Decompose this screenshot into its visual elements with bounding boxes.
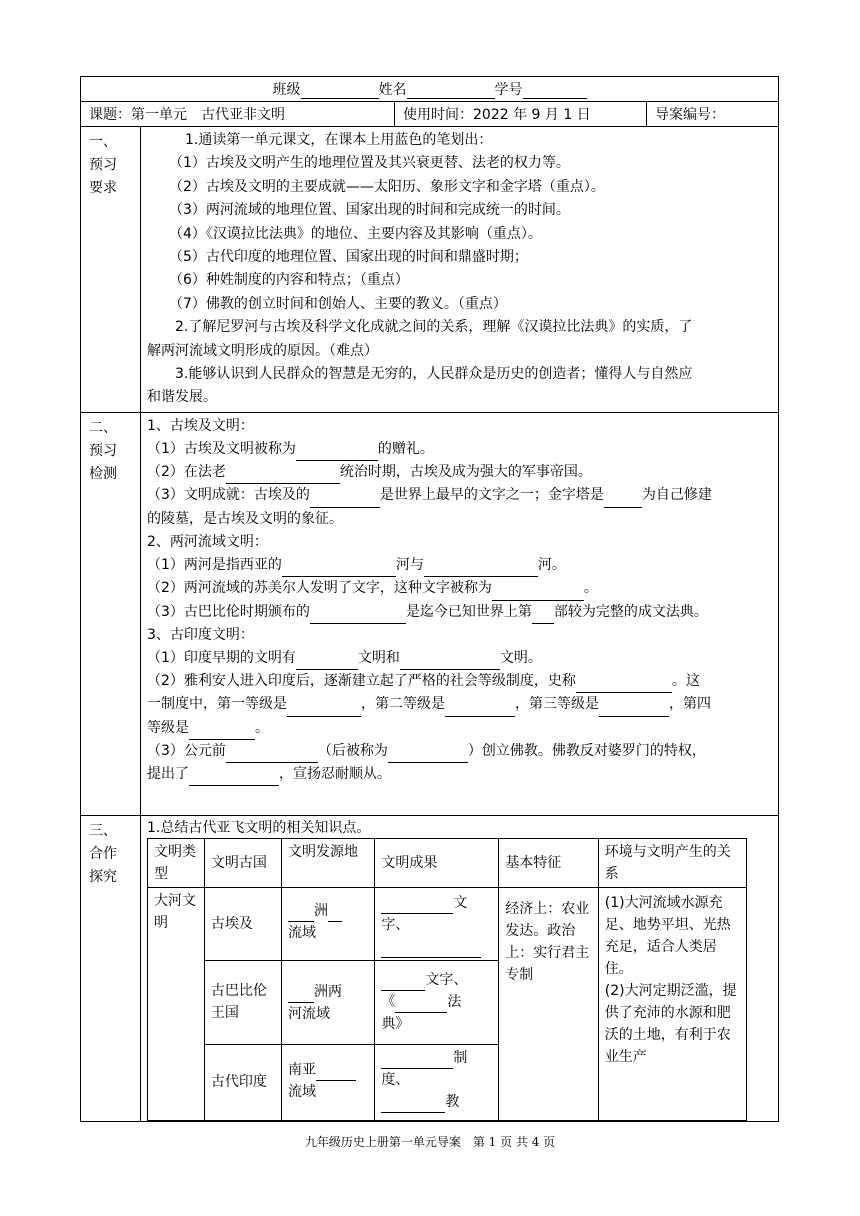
q-text: 。 [583, 580, 598, 597]
q-text: （3）古巴比伦时期颁布的 [147, 603, 310, 620]
cell-text: 《 [381, 993, 396, 1010]
section-label-line: 合作 [89, 845, 117, 862]
answer-blank[interactable] [445, 701, 515, 717]
cell-text: 南亚 [288, 1061, 316, 1078]
col-header-origin: 文明发源地 [282, 838, 375, 887]
q-text: 是世界上最早的文字之一；金字塔是 [379, 487, 604, 504]
id-label: 学号 [494, 82, 523, 98]
answer-blank[interactable] [226, 468, 340, 484]
check-question: 的陵墓，是古埃及文明的象征。 [147, 510, 343, 527]
answer-blank[interactable] [532, 608, 554, 624]
check-question [147, 647, 772, 670]
answer-blank[interactable] [599, 701, 669, 717]
req-line: 3.能够认识到人民群众的智慧是无穷的，人民群众是历史的创造者；懂得人与自然应 [175, 366, 693, 383]
check-question [147, 577, 772, 600]
req-line: 解两河流域文明形成的原因。（难点） [147, 342, 378, 359]
cell-text: 河流域 [288, 1005, 330, 1022]
civ-row-egypt [148, 887, 747, 960]
q-text: 。 [255, 719, 269, 736]
civ-feature: 经济上：农业发达。政治上：实行君主专制 [499, 887, 598, 1120]
q-text: （2）在法老 [147, 464, 226, 481]
answer-blank[interactable] [424, 561, 538, 577]
answer-blank[interactable] [288, 906, 314, 922]
name-label: 姓名 [378, 82, 407, 98]
section-label-line: 检测 [89, 465, 117, 482]
answer-blank[interactable] [189, 770, 279, 786]
class-blank[interactable] [301, 84, 379, 99]
check-body [141, 412, 779, 815]
answer-blank[interactable] [296, 445, 378, 461]
req-line: 和谐发展。 [147, 389, 217, 406]
cell-text: 洲两 [314, 983, 342, 1000]
answer-blank[interactable] [381, 942, 481, 958]
answer-blank[interactable] [310, 492, 380, 508]
col-header-type: 文明类型 [148, 838, 205, 887]
section-preview-requirements [81, 127, 779, 413]
q-text: （2）两河流域的苏美尔人发明了文字，这种文字被称为 [147, 580, 492, 597]
check-question [147, 484, 772, 507]
q-text: ，第二等级是 [361, 696, 445, 713]
cell-text: 文 [453, 894, 468, 911]
req-line: 2.了解尼罗河与古埃及科学文化成就之间的关系，理解《汉谟拉比法典》的实质，了 [175, 319, 693, 336]
q-text: （2）雅利安人进入印度后，逐渐建立起了严格的社会等级制度，史称 [147, 673, 576, 690]
answer-blank[interactable] [381, 1053, 453, 1069]
civ-table-header [148, 838, 747, 887]
section-label-line: 预习 [89, 442, 117, 459]
q-text: 河与 [395, 557, 424, 574]
answer-blank[interactable] [388, 747, 468, 763]
q-text: 文明。 [499, 649, 542, 666]
req-line: （3）两河流域的地理位置、国家出现的时间和完成统一的时间。 [169, 202, 570, 219]
q-text: （1）古埃及文明被称为 [147, 441, 296, 458]
check-question [147, 740, 772, 763]
check-heading: 3、古印度文明： [147, 626, 254, 643]
q-text: 河。 [537, 557, 566, 574]
req-line: （1）古埃及文明产生的地理位置及其兴衰更替、法老的权力等。 [169, 155, 570, 172]
answer-blank[interactable] [492, 585, 584, 601]
section-label-2 [81, 412, 141, 815]
q-text: （后被称为 [317, 742, 388, 759]
check-question [147, 554, 772, 577]
q-text: 文明和 [357, 649, 400, 666]
section-label-line: 要求 [89, 180, 117, 196]
q-text: 提出了 [147, 765, 189, 782]
name-blank[interactable] [407, 84, 495, 99]
answer-blank[interactable] [226, 747, 318, 763]
section-preview-check [81, 412, 779, 815]
civ-origin [282, 1044, 375, 1120]
check-question [147, 693, 772, 716]
answer-blank[interactable] [381, 898, 453, 914]
cell-text: 法 [447, 993, 462, 1010]
answer-blank[interactable] [282, 561, 396, 577]
civ-achievement [375, 1044, 499, 1120]
worksheet [80, 76, 778, 1122]
q-text: （1）两河是指西亚的 [147, 557, 282, 574]
cell-text: 流域 [288, 924, 316, 941]
use-date: 使用时间：2022 年 9 月 1 日 [395, 102, 647, 127]
answer-blank[interactable] [287, 701, 361, 717]
answer-blank[interactable] [189, 724, 255, 740]
q-text: ，第四 [669, 696, 711, 713]
civilization-table [147, 838, 747, 1121]
civ-environment [598, 887, 746, 1120]
civ-origin [282, 887, 375, 960]
col-header-environment: 环境与文明产生的关系 [598, 838, 746, 887]
q-text: 一制度中，第一等级是 [147, 696, 287, 713]
cell-text: 洲 [314, 902, 328, 919]
header-row [81, 77, 779, 102]
env-point: (2)大河定期泛滥，提供了充沛的水源和肥沃的土地，有利于农业生产 [604, 982, 737, 1065]
subheader-row [81, 102, 779, 127]
answer-blank[interactable] [400, 654, 500, 670]
req-line: （6）种姓制度的内容和特点；（重点） [169, 272, 409, 289]
answer-blank[interactable] [395, 997, 447, 1013]
answer-blank[interactable] [604, 492, 642, 508]
answer-blank[interactable] [381, 1097, 445, 1113]
check-question [147, 670, 772, 693]
answer-blank[interactable] [328, 906, 342, 922]
cell-text: 典》 [381, 1015, 410, 1032]
section-label-line: 三、 [89, 822, 117, 839]
q-text: 为自己修建 [641, 487, 712, 504]
answer-blank[interactable] [576, 677, 672, 693]
inquiry-body [141, 815, 779, 1121]
section-label-line: 探究 [89, 868, 117, 885]
civ-achievement [375, 960, 499, 1044]
req-line: （2）古埃及文明的主要成就——太阳历、象形文字和金字塔（重点）。 [169, 178, 605, 195]
answer-blank[interactable] [296, 654, 358, 670]
q-text: 。这 [671, 673, 700, 690]
civ-country: 古巴比伦王国 [204, 960, 281, 1044]
answer-blank[interactable] [288, 987, 314, 1003]
inquiry-intro: 1.总结古代亚飞文明的相关知识点。 [147, 819, 371, 836]
q-text: 统治时期，古埃及成为强大的军事帝国。 [339, 464, 592, 481]
check-question [147, 717, 772, 740]
worksheet-table [80, 76, 779, 1122]
civ-country: 古代印度 [204, 1044, 281, 1120]
check-question [147, 461, 772, 484]
answer-blank[interactable] [316, 1065, 356, 1081]
q-text: ，宣扬忍耐顺从。 [279, 765, 391, 782]
cell-text: 字、 [381, 916, 410, 933]
student-info [81, 77, 779, 102]
section-cooperative-inquiry [81, 815, 779, 1121]
check-question [147, 438, 772, 461]
civ-country: 古埃及 [204, 887, 281, 960]
cell-text: 文字、 [425, 971, 468, 988]
check-question [147, 763, 772, 786]
q-text: 的赠礼。 [377, 441, 434, 458]
civ-origin [282, 960, 375, 1044]
col-header-country: 文明古国 [204, 838, 281, 887]
answer-blank[interactable] [310, 608, 406, 624]
q-text: （3）公元前 [147, 742, 226, 759]
civ-type-cell: 大河文明 [148, 887, 205, 1120]
q-text: 等级是 [147, 719, 189, 736]
req-line: （7）佛教的创立时间和创始人、主要的教义。（重点） [169, 295, 507, 312]
section-label-line: 二、 [89, 419, 117, 436]
q-text: ）创立佛教。佛教反对婆罗门的特权， [467, 742, 706, 759]
req-line: （4）《汉谟拉比法典》的地位、主要内容及其影响（重点）。 [169, 225, 542, 242]
section-label-3 [81, 815, 141, 1121]
page-footer: 九年级历史上册第一单元导案 第 1 页 共 4 页 [304, 1135, 556, 1149]
section-label-line: 预习 [89, 157, 117, 173]
section-label-line: 一、 [89, 134, 117, 150]
class-label: 班级 [272, 82, 301, 98]
answer-blank[interactable] [381, 975, 425, 991]
cell-text: 流域 [288, 1083, 316, 1100]
cell-text: 教 [445, 1093, 460, 1110]
check-question [147, 601, 772, 624]
check-heading: 1、古埃及文明： [147, 417, 254, 434]
section-label-1 [81, 127, 141, 413]
q-text: （1）印度早期的文明有 [147, 649, 296, 666]
q-text: 部较为完整的成文法典。 [553, 603, 708, 620]
plan-code: 导案编号： [647, 102, 779, 127]
topic: 课题：第一单元 古代亚非文明 [81, 102, 395, 127]
id-blank[interactable] [523, 84, 587, 99]
civ-achievement [375, 887, 499, 960]
q-text: ，第三等级是 [515, 696, 599, 713]
col-header-feature: 基本特征 [499, 838, 598, 887]
check-heading: 2、两河流域文明： [147, 533, 268, 550]
col-header-achievement: 文明成果 [375, 838, 499, 887]
requirements-body [141, 127, 779, 413]
q-text: 是迄今已知世界上第 [405, 603, 532, 620]
cell-text: 制 [453, 1049, 468, 1066]
req-line: 1.通读第一单元课文，在课本上用蓝色的笔划出： [185, 132, 493, 148]
req-line: （5）古代印度的地理位置、国家出现的时间和鼎盛时期； [169, 249, 528, 266]
q-text: （3）文明成就：古埃及的 [147, 487, 310, 504]
cell-text: 度、 [381, 1071, 410, 1088]
env-point: (1)大河流域水源充足、地势平坦、光热充足，适合人类居住。 [604, 894, 731, 977]
